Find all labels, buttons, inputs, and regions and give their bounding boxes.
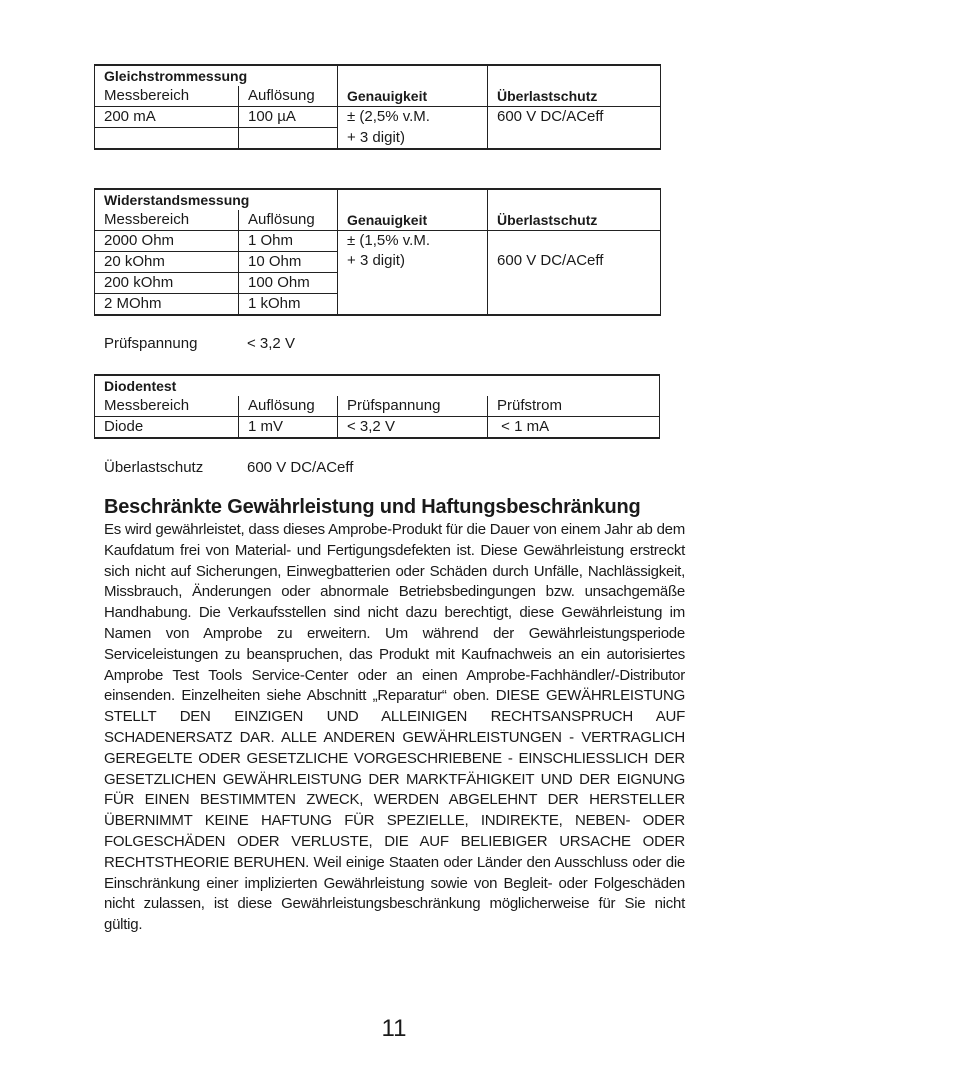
diode-voltage-cell: < 3,2 V <box>338 417 488 439</box>
header-accuracy: Genauigkeit <box>338 65 488 107</box>
resolution-cell: 1 kOhm <box>239 294 338 316</box>
accuracy-line1: ± (1,5% v.M. <box>347 232 430 249</box>
header-range: Messbereich <box>95 210 239 231</box>
dc-range-cell: 200 mA <box>95 107 239 128</box>
resolution-cell: 10 Ohm <box>239 252 338 273</box>
header-range: Messbereich <box>95 86 239 107</box>
page-number: 11 <box>381 1015 407 1042</box>
dc-empty-cell <box>239 128 338 149</box>
dc-accuracy-line2: + 3 digit) <box>338 128 488 149</box>
resolution-cell: 1 Ohm <box>239 231 338 252</box>
header-overload: Überlastschutz <box>488 65 661 107</box>
diode-resolution-cell: 1 mV <box>239 417 338 439</box>
header-resolution: Auflösung <box>239 86 338 107</box>
diode-table-title: Diodentest <box>95 375 660 396</box>
warranty-heading: Beschränkte Gewährleistung und Haftungsbeschränkung <box>104 496 641 518</box>
diode-overload-value: 600 V DC/ACeff <box>247 459 354 476</box>
resistance-accuracy-cell <box>338 231 488 316</box>
range-cell: 200 kOhm <box>95 273 239 294</box>
warranty-text: Es wird gewährleistet, dass dieses Amprobe-Produkt für die Dauer von einem Jahr ab dem Kaufdatum frei von Material- und Fertigungsdefekten ist. Diese Gewährleistung erstreckt sich nicht auf Sicherungen, Einwegbatterien oder Schäden durch Unfälle, Nachlässigkeit, Missbrauch, Änderungen oder abnormale Betriebsbedingungen bzw. unsachgemäße Handhabung. Die Verkaufsstellen sind nicht dazu berechtigt, diese Gewährleistung im Namen von Amprobe zu erweitern. Um während der Gewährleistungsperiode Serviceleistungen zu beanspruchen, das Produkt mit Kaufnachweis an ein autorisiertes Amprobe Test Tools Service-Center oder an einen Amprobe-Fachhändler/-Distributor einsenden. Einzelheiten siehe Abschnitt „Reparatur“ oben. DIESE GEWÄHRLEISTUNG STELLT DEN EINZIGEN UND ALLEINIGEN RECHTSANSPRUCH AUF SCHADENERSATZ DAR. ALLE ANDEREN GEWÄHRLEISTUNGEN - VERTRAGLICH GEREGELTE ODER GESETZLICHE VORGESCHRIEBENE - EINSCHLIESSLICH DER GESETZLICHEN GEWÄHRLEISTUNG DER MARKTFÄHIGKEIT UND DER EIGNUNG FÜR EINEN BESTIMMTEN ZWECK, WERDEN ABGELEHNT DER HERSTELLER ÜBERNIMMT KEINE HAFTUNG FÜR SPEZIELLE, INDIREKTE, NEBEN- ODER FOLGESCHÄDEN ODER VERLUSTE, DIE AUF BELIEBIGER URSACHE ODER RECHTSTHEORIE BERUHEN. Weil einige Staaten oder Länder den Ausschluss oder die Einschränkung einer implizierten Gewährleistung sowie von Begleit- oder Folgeschäden nicht zulassen, ist diese Gewährleistungsbeschränkung möglicherweise für Sie nicht gültig. <box>104 521 685 934</box>
resistance-table <box>94 188 661 316</box>
range-cell: 20 kOhm <box>95 252 239 273</box>
header-resolution: Auflösung <box>239 396 338 417</box>
dc-resolution-cell: 100 µA <box>239 107 338 128</box>
header-test-current: Prüfstrom <box>488 396 660 417</box>
header-overload: Überlastschutz <box>488 189 661 231</box>
table-row <box>95 417 660 439</box>
dc-accuracy-line1: ± (2,5% v.M. <box>338 107 488 128</box>
range-cell: 2000 Ohm <box>95 231 239 252</box>
range-cell: 2 MOhm <box>95 294 239 316</box>
diode-table <box>94 374 660 439</box>
resistance-overload-cell: 600 V DC/ACeff <box>488 231 661 316</box>
dc-current-table <box>94 64 661 150</box>
diode-overload-label: Überlastschutz <box>104 459 204 476</box>
accuracy-line2: + 3 digit) <box>347 252 405 269</box>
dc-table-title: Gleichstrommessung <box>95 65 338 86</box>
header-range: Messbereich <box>95 396 239 417</box>
test-voltage-line <box>104 334 295 354</box>
dc-overload-cell: 600 V DC/ACeff <box>488 107 661 149</box>
diode-current-cell: < 1 mA <box>488 417 660 439</box>
table-row <box>95 231 661 252</box>
diode-overload-line <box>104 458 353 478</box>
test-voltage-label: Prüfspannung <box>104 335 198 352</box>
test-voltage-value: < 3,2 V <box>247 335 295 352</box>
resolution-cell: 100 Ohm <box>239 273 338 294</box>
diode-range-cell: Diode <box>95 417 239 439</box>
header-test-voltage: Prüfspannung <box>338 396 488 417</box>
header-accuracy: Genauigkeit <box>338 189 488 231</box>
resistance-table-title: Widerstandsmessung <box>95 189 338 210</box>
header-resolution: Auflösung <box>239 210 338 231</box>
dc-empty-cell <box>95 128 239 149</box>
